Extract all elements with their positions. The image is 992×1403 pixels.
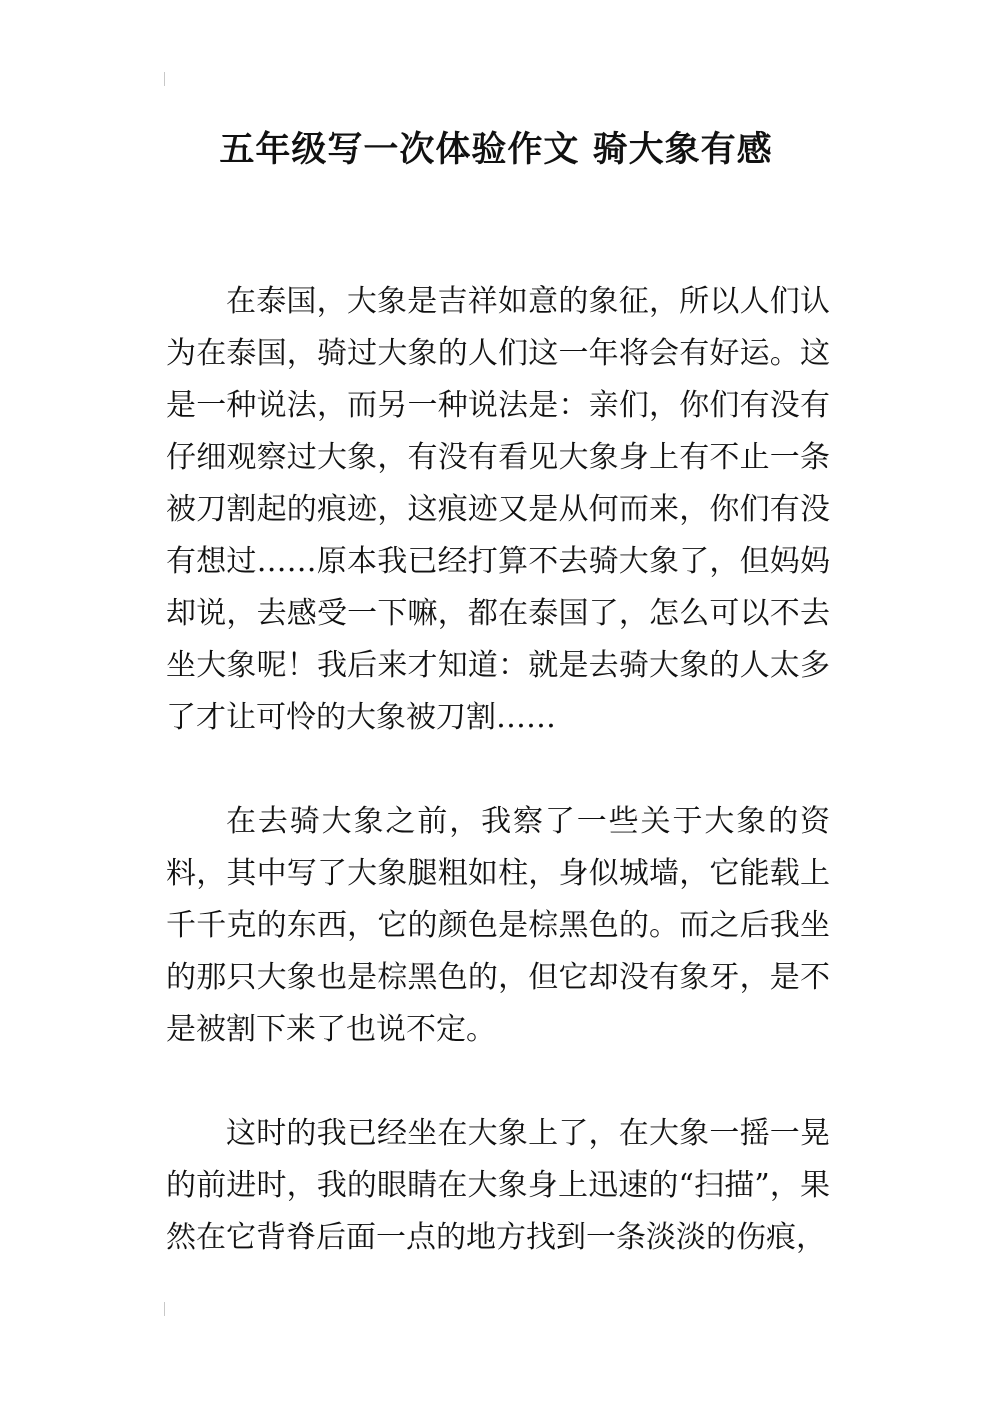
page-margin-mark-top [164, 72, 165, 86]
page-margin-mark-bottom [164, 1302, 165, 1316]
paragraph-1: 在泰国，大象是吉祥如意的象征，所以人们认为在泰国，骑过大象的人们这一年将会有好运。这是一种说法，而另一种说法是：亲们，你们有没有仔细观察过大象，有没有看见大象身上有不止一条被刀割起的痕迹，这痕迹又是从何而来，你们有没有想过……原本我已经打算不去骑大象了，但妈妈却说，去感受一下嘛，都在泰国了，怎么可以不去坐大象呢！我后来才知道：就是去骑大象的人太多了才让可怜的大象被刀割…… [166, 284, 830, 735]
document-title: 五年级写一次体验作文 骑大象有感 [219, 130, 773, 170]
paragraph-2: 在去骑大象之前，我察了一些关于大象的资料，其中写了大象腿粗如柱，身似城墙，它能载上千千克的东西，它的颜色是棕黑色的。而之后我坐的那只大象也是棕黑色的，但它却没有象牙，是不是被割下来了也说不定。 [166, 804, 830, 1047]
paragraph-3: 这时的我已经坐在大象上了，在大象一摇一晃的前进时，我的眼睛在大象身上迅速的“扫描”，果然在它背脊后面一点的地方找到一条淡淡的伤痕， [166, 1116, 830, 1255]
